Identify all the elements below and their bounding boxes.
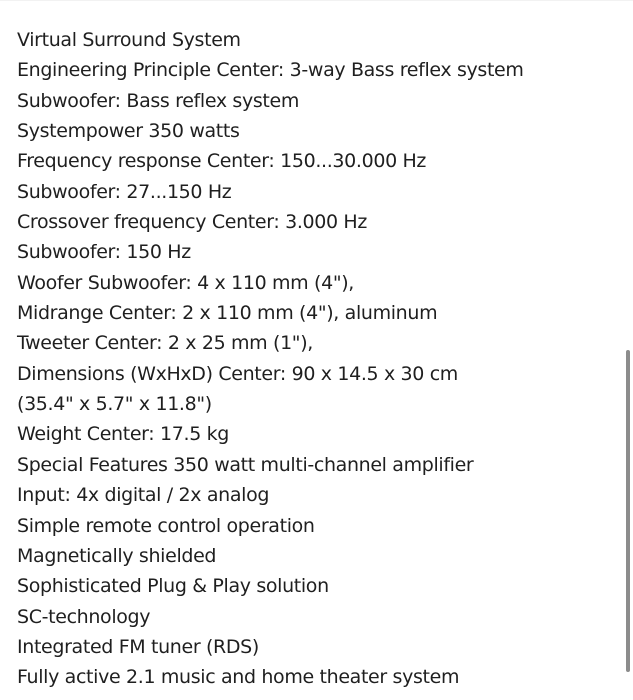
spec-line: (35.4" x 5.7" x 11.8")	[17, 393, 212, 416]
spec-line: Frequency response Center: 150...30.000 Hz	[17, 150, 427, 173]
spec-line: Subwoofer: 150 Hz	[17, 241, 191, 264]
spec-line: Virtual Surround System	[17, 29, 241, 51]
spec-line: Sophisticated Plug & Play solution	[17, 575, 329, 598]
spec-line: Crossover frequency Center: 3.000 Hz	[17, 211, 367, 234]
spec-line: Fully active 2.1 music and home theater system	[17, 666, 460, 689]
spec-line: Subwoofer: 27...150 Hz	[17, 180, 232, 203]
spec-list	[17, 25, 613, 693]
spec-line: Integrated FM tuner (RDS)	[17, 635, 259, 658]
spec-line: Systempower 350 watts	[17, 120, 240, 143]
spec-line: Tweeter Center: 2 x 25 mm (1"),	[17, 332, 313, 355]
spec-line: Dimensions (WxHxD) Center: 90 x 14.5 x 30 cm	[17, 362, 458, 385]
spec-line: Woofer Subwoofer: 4 x 110 mm (4"),	[17, 271, 354, 294]
spec-line: Magnetically shielded	[17, 544, 217, 567]
spec-line: Input: 4x digital / 2x analog	[17, 484, 270, 507]
spec-line: Engineering Principle Center: 3-way Bass reflex system	[17, 59, 524, 82]
spec-line: Subwoofer: Bass reflex system	[17, 89, 299, 112]
vertical-scrollbar[interactable]	[626, 350, 630, 672]
spec-line: SC-technology	[17, 605, 151, 628]
spec-line: Special Features 350 watt multi-channel amplifier	[17, 453, 474, 476]
spec-line: Weight Center: 17.5 kg	[17, 423, 229, 446]
top-divider	[0, 0, 633, 1]
spec-line: Simple remote control operation	[17, 514, 315, 537]
spec-line: Midrange Center: 2 x 110 mm (4"), aluminum	[17, 302, 438, 325]
